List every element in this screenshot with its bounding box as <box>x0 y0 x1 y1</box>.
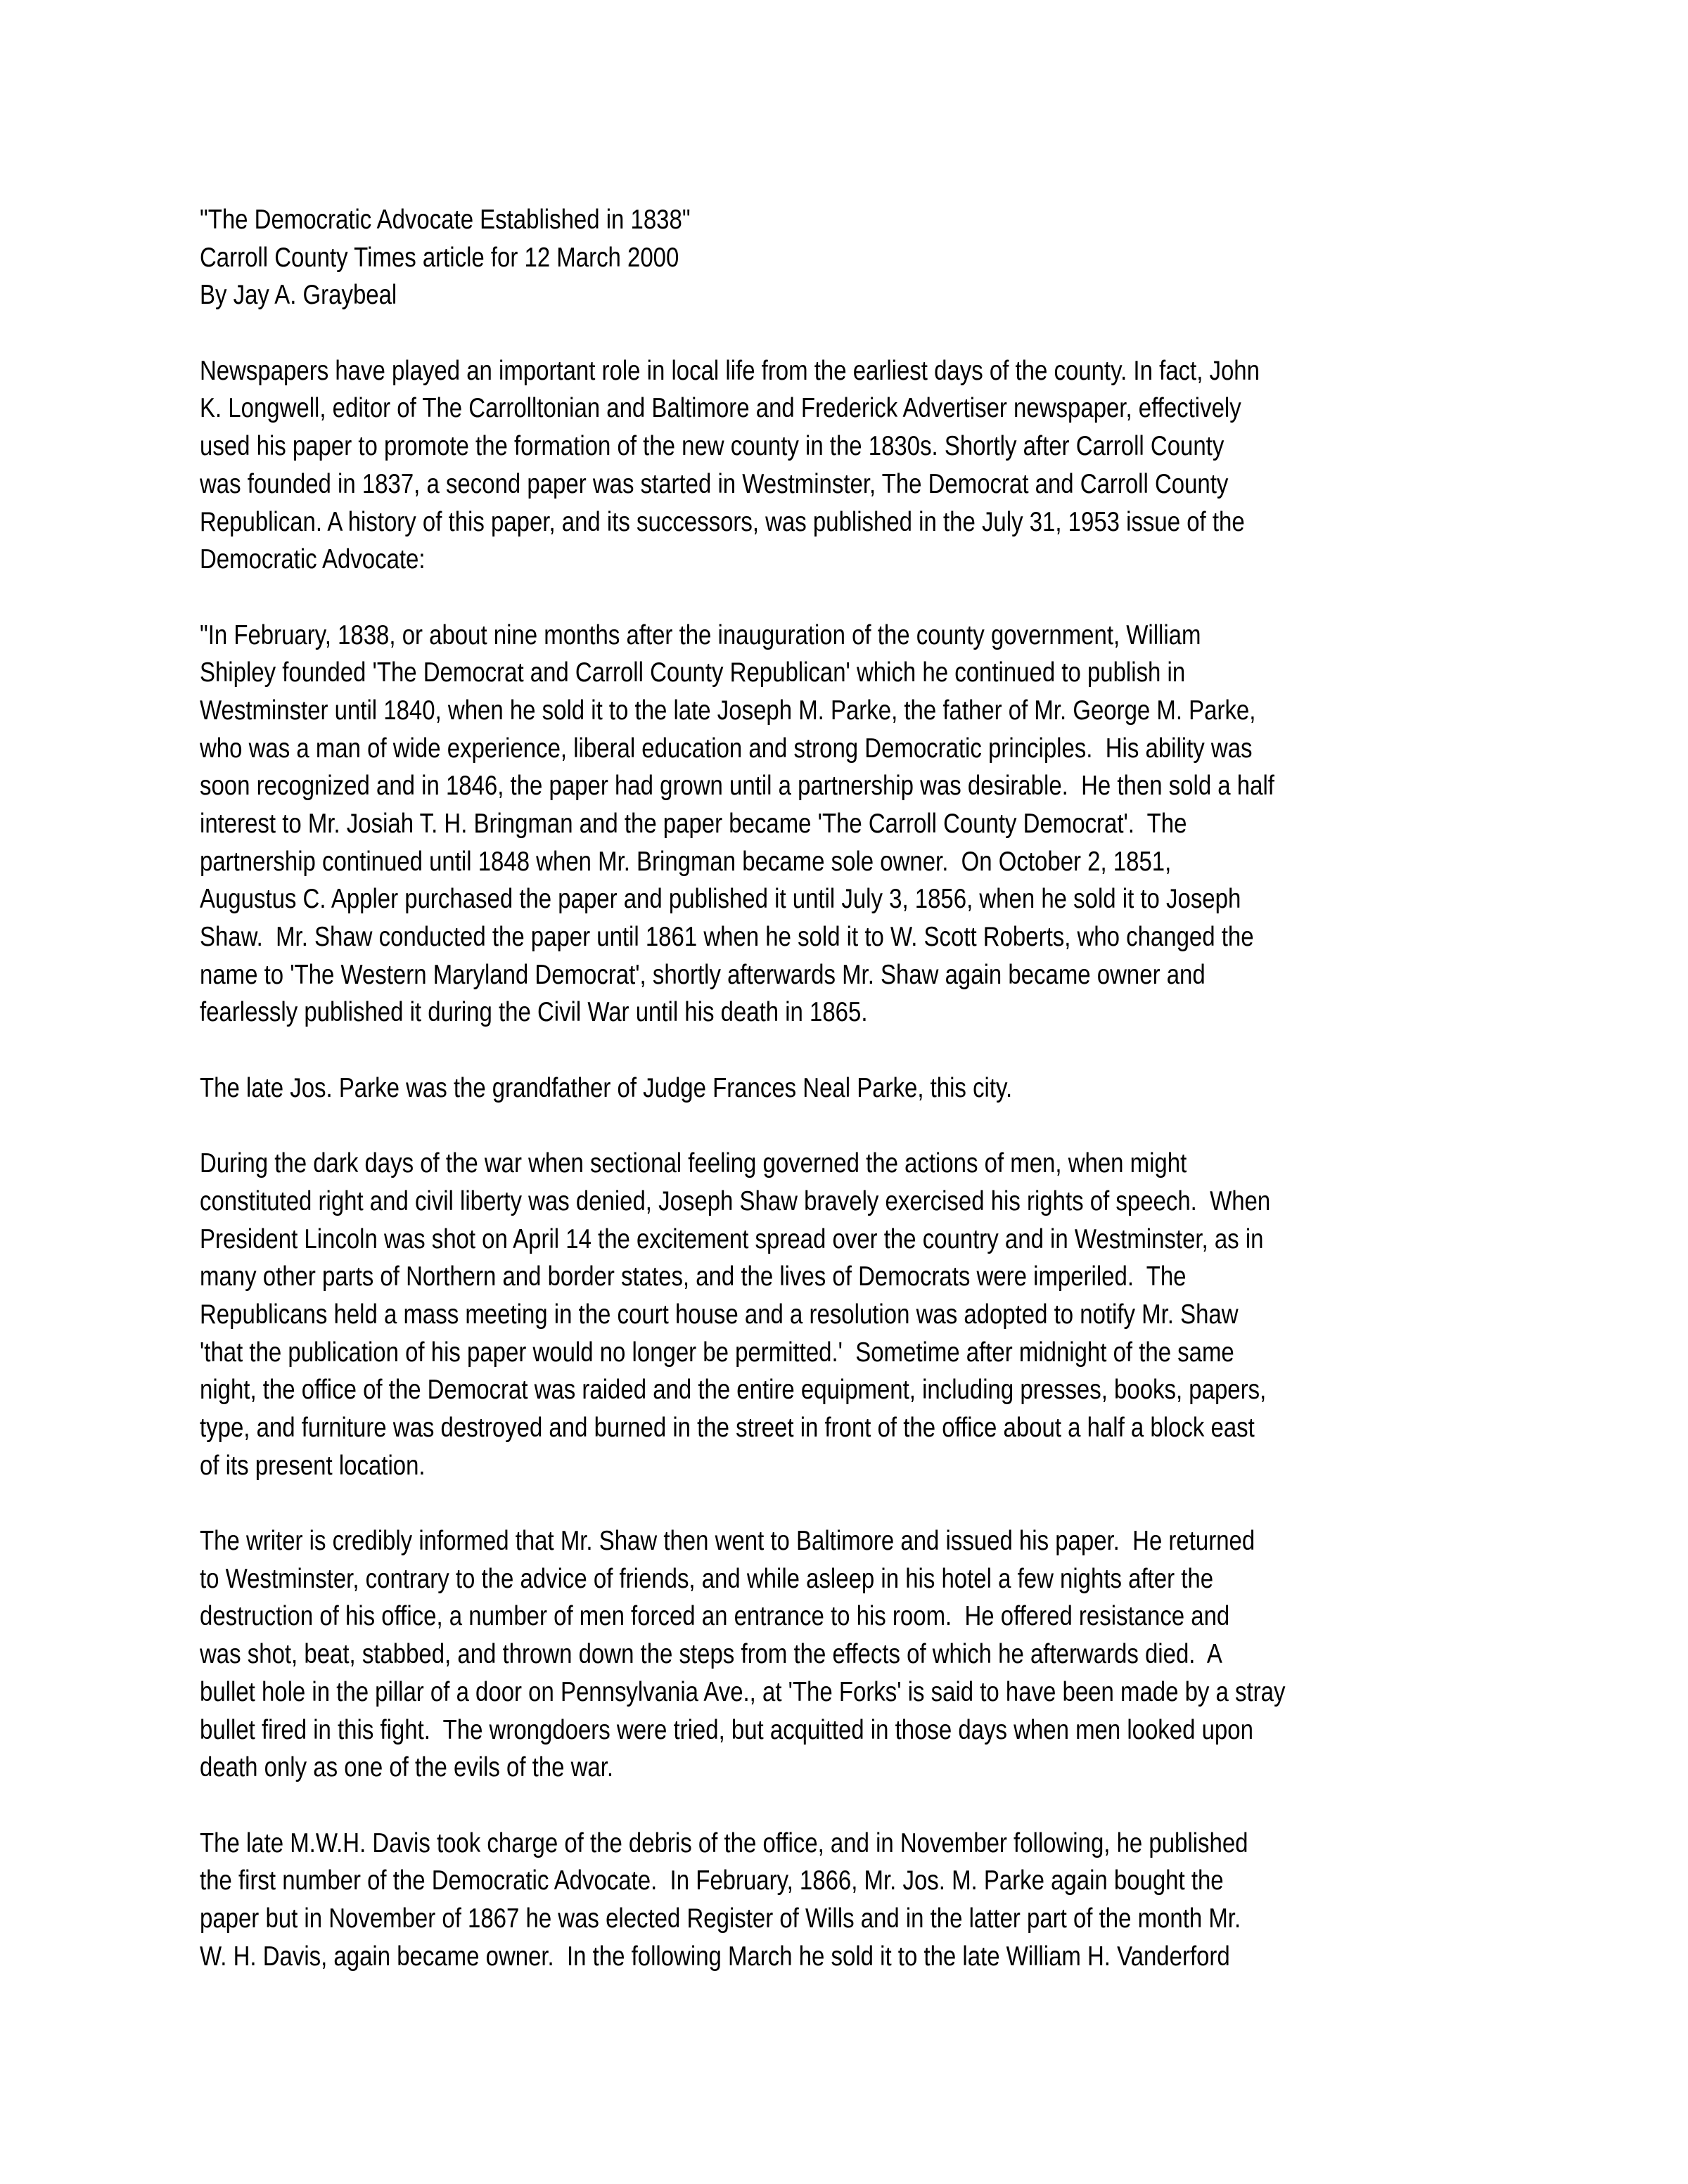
text-line: During the dark days of the war when sectional feeling governed the actions of men, when might <box>200 1148 1187 1179</box>
text-line: of its present location. <box>200 1450 426 1481</box>
text-line: "In February, 1838, or about nine months after the inauguration of the county government, William <box>200 619 1201 650</box>
text-line: destruction of his office, a number of men forced an entrance to his room. He offered resistance and <box>200 1601 1230 1632</box>
text-line: Republicans held a mass meeting in the court house and a resolution was adopted to notify Mr. Shaw <box>200 1299 1239 1330</box>
text-line: President Lincoln was shot on April 14 the excitement spread over the country and in Westminster, as in <box>200 1223 1264 1254</box>
text-line: K. Longwell, editor of The Carrolltonian and Baltimore and Frederick Advertiser newspaper, effectively <box>200 393 1241 424</box>
text-line: The late M.W.H. Davis took charge of the debris of the office, and in November following, he published <box>200 1828 1248 1858</box>
text-line: W. H. Davis, again became owner. In the following March he sold it to the late William H. Vanderford <box>200 1941 1230 1972</box>
text-line: night, the office of the Democrat was raided and the entire equipment, including presses, books, papers, <box>200 1375 1267 1406</box>
text-line: Shipley founded 'The Democrat and Carroll County Republican' which he continued to publish in <box>200 657 1186 688</box>
text-line: name to 'The Western Maryland Democrat', shortly afterwards Mr. Shaw again became owner and <box>200 959 1206 990</box>
text-line: Republican. A history of this paper, and its successors, was published in the July 31, 1953 issue of the <box>200 506 1245 537</box>
text-line: was founded in 1837, a second paper was started in Westminster, The Democrat and Carroll County <box>200 468 1229 499</box>
article-header <box>200 201 1507 314</box>
text-line: The late Jos. Parke was the grandfather of Judge Frances Neal Parke, this city. <box>200 1072 1013 1103</box>
paragraph-advocate-founding <box>200 1825 1507 1976</box>
text-line: The writer is credibly informed that Mr. Shaw then went to Baltimore and issued his paper. He returned <box>200 1526 1255 1557</box>
article-title: "The Democratic Advocate Established in 1838" <box>200 205 691 235</box>
text-line: 'that the publication of his paper would no longer be permitted.' Sometime after midnight of the same <box>200 1337 1234 1368</box>
text-line: type, and furniture was destroyed and burned in the street in front of the office about a half a block east <box>200 1413 1255 1443</box>
text-line: fearlessly published it during the Civil War until his death in 1865. <box>200 997 868 1028</box>
text-line: Newspapers have played an important role in local life from the earliest days of the county. In fact, John <box>200 355 1260 386</box>
text-line: interest to Mr. Josiah T. H. Bringman and the paper became 'The Carroll County Democrat'. The <box>200 809 1187 839</box>
article-body <box>200 201 1507 1975</box>
text-line: Democratic Advocate: <box>200 544 426 575</box>
paragraph-shaw-death <box>200 1522 1507 1787</box>
text-line: the first number of the Democratic Advocate. In February, 1866, Mr. Jos. M. Parke again bought the <box>200 1865 1224 1896</box>
text-line: was shot, beat, stabbed, and thrown down the steps from the effects of which he afterwards died. A <box>200 1639 1222 1670</box>
paragraph-parke-note <box>200 1069 1507 1107</box>
text-line: bullet hole in the pillar of a door on Pennsylvania Ave., at 'The Forks' is said to have been made by a stray <box>200 1676 1286 1707</box>
paragraph-intro <box>200 352 1507 579</box>
byline: By Jay A. Graybeal <box>200 280 397 311</box>
text-line: bullet fired in this fight. The wrongdoers were tried, but acquitted in those days when men looked upon <box>200 1714 1253 1745</box>
text-line: Augustus C. Appler purchased the paper and published it until July 3, 1856, when he sold it to Joseph <box>200 884 1241 915</box>
paragraph-quoted-history <box>200 617 1507 1032</box>
publication-line: Carroll County Times article for 12 March 2000 <box>200 242 679 273</box>
text-line: to Westminster, contrary to the advice of friends, and while asleep in his hotel a few nights after the <box>200 1563 1214 1594</box>
text-line: Shaw. Mr. Shaw conducted the paper until 1861 when he sold it to W. Scott Roberts, who changed the <box>200 922 1254 953</box>
text-line: partnership continued until 1848 when Mr. Bringman became sole owner. On October 2, 1851, <box>200 846 1172 877</box>
text-line: paper but in November of 1867 he was elected Register of Wills and in the latter part of the month Mr. <box>200 1903 1241 1934</box>
text-line: used his paper to promote the formation of the new county in the 1830s. Shortly after Carroll County <box>200 431 1225 462</box>
text-line: death only as one of the evils of the war. <box>200 1752 614 1783</box>
text-line: soon recognized and in 1846, the paper had grown until a partnership was desirable. He then sold a half <box>200 771 1274 802</box>
text-line: who was a man of wide experience, liberal education and strong Democratic principles. His ability was <box>200 733 1253 764</box>
text-line: Westminster until 1840, when he sold it to the late Joseph M. Parke, the father of Mr. George M. Parke, <box>200 695 1256 726</box>
text-line: constituted right and civil liberty was denied, Joseph Shaw bravely exercised his rights of speech. When <box>200 1186 1271 1216</box>
paragraph-civil-war <box>200 1145 1507 1484</box>
text-line: many other parts of Northern and border states, and the lives of Democrats were imperiled. The <box>200 1261 1187 1292</box>
